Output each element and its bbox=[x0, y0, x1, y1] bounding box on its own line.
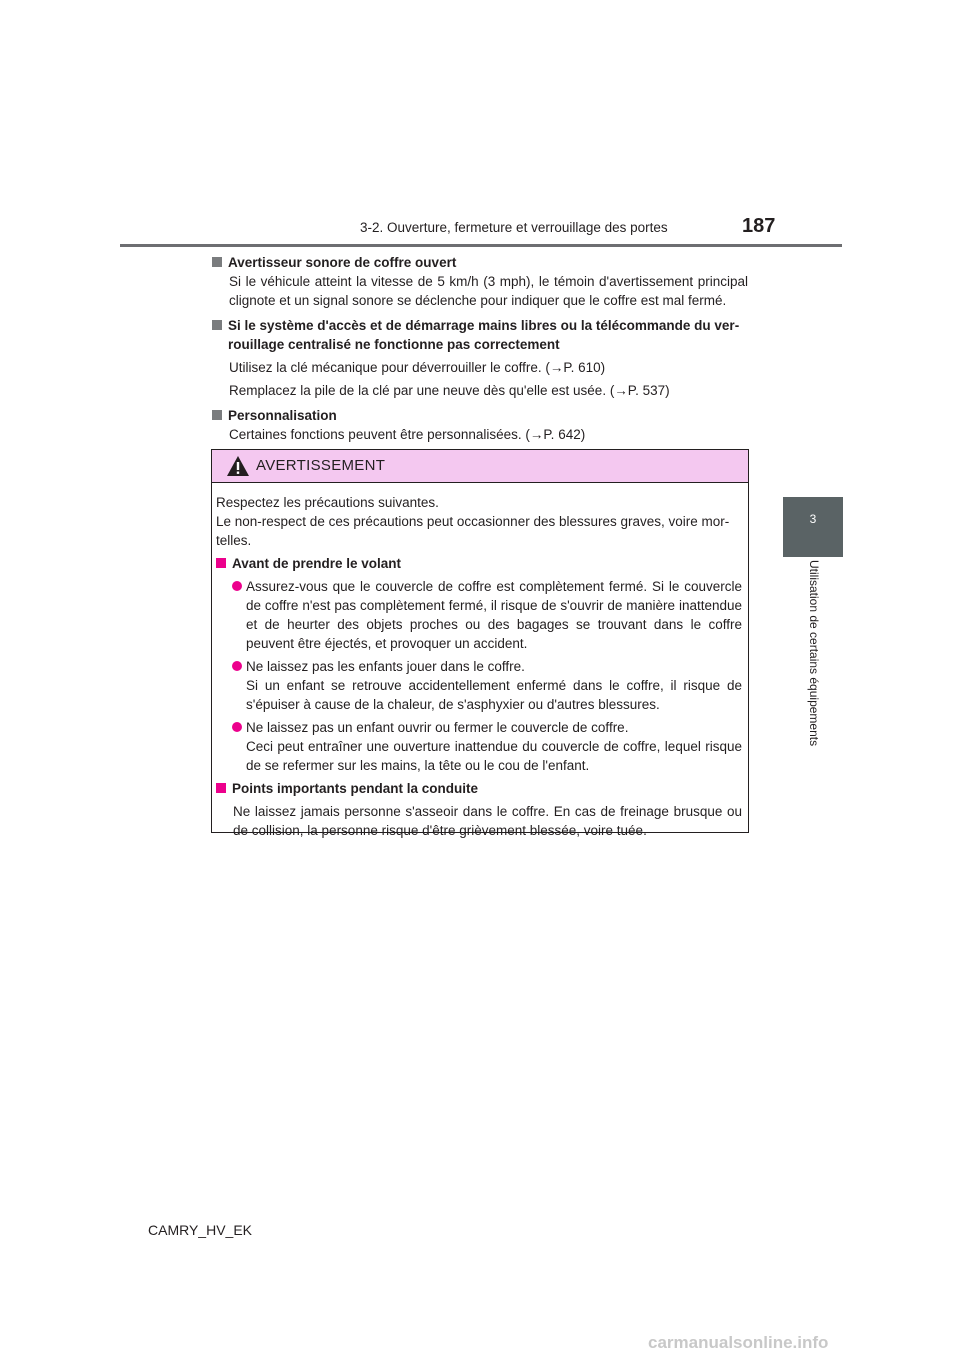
page-number: 187 bbox=[742, 215, 776, 237]
model-code: CAMRY_HV_EK bbox=[148, 1222, 253, 1238]
round-bullet-icon bbox=[232, 581, 242, 591]
warning-title: AVERTISSEMENT bbox=[256, 457, 386, 474]
square-bullet-icon bbox=[212, 320, 222, 330]
warning-intro: Le non-respect de ces précautions peut occasionner des blessures graves, voire mortelles. bbox=[216, 514, 730, 548]
item-paragraph: Si le véhicule atteint la vitesse de 5 km/h (3 mph), le témoin d'avertissement principal clignote et un signal sonore se déclenche pour indiquer que le coffre est mal fermé. bbox=[229, 274, 748, 308]
warning-paragraph: Ne laissez jamais personne s'asseoir dans le coffre. En cas de freinage brusque ou de collision, la personne risque d'être grièvement blessée, voire tuée. bbox=[233, 804, 742, 838]
round-bullet-icon bbox=[232, 661, 242, 671]
item-heading: Avertisseur sonore de coffre ouvert bbox=[212, 253, 748, 272]
warning-bullet: Assurez-vous que le couvercle de coffre est complètement fermé. Si le couvercle de coffre n'est pas complètement fermé, il risque de s'ouvrir de manière inattendue et de heurter des objets proches ou des bagages se trouvant dans le coffre peuvent être éjectés, et provoquer un accident. bbox=[216, 577, 742, 653]
item-paragraph: Utilisez la clé mécanique pour déverrouiller le coffre. (→P. 610) bbox=[229, 360, 606, 375]
warning-header bbox=[212, 450, 748, 483]
section-header: 3-2. Ouverture, fermeture et verrouillage des portes bbox=[360, 220, 668, 235]
round-bullet-icon bbox=[232, 722, 242, 732]
warning-bullet: Ne laissez pas les enfants jouer dans le coffre. Si un enfant se retrouve accidentellement enfermé dans le coffre, il risque de s'épuiser à cause de la chaleur, de s'asphyxier ou d'autres blessures. bbox=[216, 657, 742, 714]
warning-intro: Respectez les précautions suivantes. bbox=[216, 495, 439, 510]
warning-bullet: Ne laissez pas un enfant ouvrir ou fermer le couvercle de coffre. Ceci peut entraîner une ouverture inattendue du couvercle de coffre, lequel risque de se refermer sur les mains, la tête ou le cou de l'enfant. bbox=[216, 718, 742, 775]
item-paragraph: Remplacez la pile de la clé par une neuve dès qu'elle est usée. (→P. 537) bbox=[229, 383, 670, 398]
chapter-tab-label-text: Utilisation de certains équipements bbox=[807, 560, 821, 747]
warning-body bbox=[212, 483, 748, 840]
square-bullet-icon bbox=[212, 410, 222, 420]
item-paragraph: Certaines fonctions peuvent être personnalisées. (→P. 642) bbox=[229, 427, 586, 442]
item-heading: Si le système d'accès et de démarrage mains libres ou la télécommande du verrouillage centralisé ne fonctionne pas correctement bbox=[212, 316, 748, 354]
chapter-tab-number: 3 bbox=[783, 497, 843, 557]
watermark: carmanualsonline.info bbox=[648, 1333, 829, 1352]
square-bullet-icon bbox=[212, 257, 222, 267]
warning-section-heading: Avant de prendre le volant bbox=[216, 554, 742, 573]
warning-box bbox=[211, 449, 749, 838]
chapter-tab-label bbox=[783, 560, 843, 770]
main-content bbox=[212, 253, 748, 444]
warning-triangle-icon bbox=[226, 455, 250, 477]
item-heading: Personnalisation bbox=[212, 406, 748, 425]
header-rule bbox=[120, 244, 842, 247]
square-bullet-icon bbox=[216, 558, 226, 568]
warning-section-heading: Points importants pendant la conduite bbox=[216, 779, 742, 798]
square-bullet-icon bbox=[216, 783, 226, 793]
